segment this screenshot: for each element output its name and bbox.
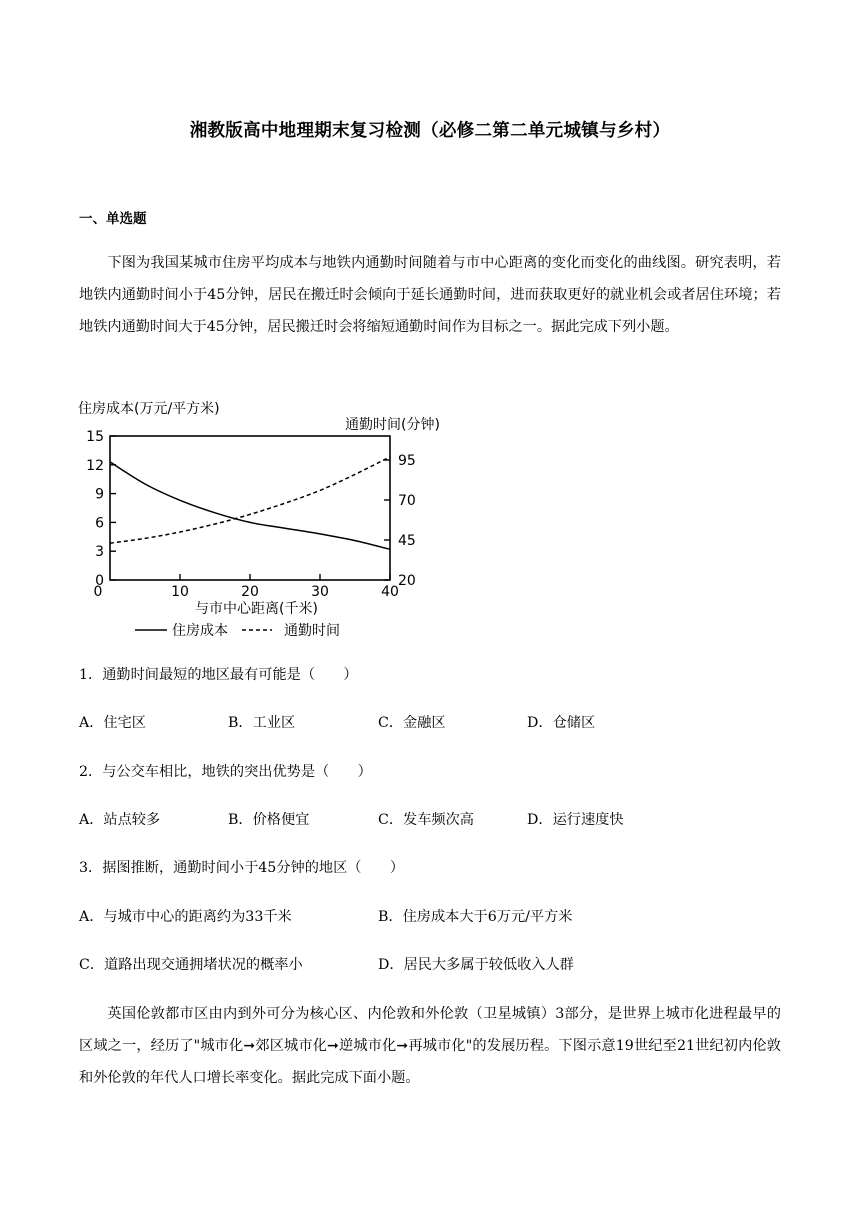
section-heading: 一、单选题	[79, 211, 147, 227]
x-tick-label: 30	[311, 584, 329, 600]
legend-solid-label: 住房成本	[172, 623, 228, 639]
y-left-tick-label: 6	[95, 515, 104, 532]
housing-cost-line	[110, 462, 390, 549]
y-left-tick-label: 0	[95, 573, 104, 589]
y-left-tick-label: 3	[95, 544, 104, 561]
question-3-option-b: B．住房成本大于6万元/平方米	[378, 909, 573, 925]
y-right-tick-label: 95	[398, 453, 416, 469]
question-2-option-d: D．运行速度快	[527, 812, 624, 828]
question-1-option-a: A．住宅区	[79, 715, 146, 731]
y-left-tick-label: 12	[86, 457, 104, 474]
question-1-stem: 1．通勤时间最短的地区最有可能是（ ）	[79, 667, 358, 683]
question-3-option-c: C．道路出现交通拥堵状况的概率小	[79, 957, 303, 973]
question-3-option-a: A．与城市中心的距离约为33千米	[79, 909, 292, 925]
y-left-ticks	[86, 429, 116, 589]
x-axis-label: 与市中心距离(千米)	[195, 601, 318, 617]
housing-commute-chart	[77, 395, 457, 645]
y-right-tick-label: 20	[398, 573, 416, 589]
page-title: 湘教版高中地理期末复习检测（必修二第二单元城镇与乡村）	[189, 121, 671, 141]
question-2-option-a: A．站点较多	[79, 812, 161, 828]
commute-time-line	[110, 457, 390, 543]
legend-dashed-label: 通勤时间	[284, 623, 340, 639]
y-right-axis-label: 通勤时间(分钟)	[345, 417, 440, 433]
y-right-tick-label: 70	[398, 493, 416, 509]
y-right-ticks	[384, 453, 416, 589]
intro-paragraph-1: 下图为我国某城市住房平均成本与地铁内通勤时间随着与市中心距离的变化而变化的曲线图。研究表明，若地铁内通勤时间小于45分钟，居民在搬迁时会倾向于延长通勤时间，进而获取更好的就业机会或者居住环境；若地铁内通勤时间大于45分钟，居民搬迁时会将缩短通勤时间作为目标之一。据此完成下列小题。	[79, 255, 781, 335]
question-3-option-d: D．居民大多属于较低收入人群	[378, 957, 574, 973]
y-right-tick-label: 45	[398, 533, 416, 549]
question-2-option-c: C．发车频次高	[378, 812, 474, 828]
y-left-tick-label: 9	[95, 486, 104, 503]
question-1-option-b: B．工业区	[228, 715, 296, 731]
y-left-tick-label: 15	[86, 429, 104, 445]
y-left-axis-label: 住房成本(万元/平方米)	[78, 401, 220, 417]
plot-frame	[110, 436, 390, 580]
x-tick-label: 40	[381, 584, 399, 600]
intro-paragraph-2: 英国伦敦都市区由内到外可分为核心区、内伦敦和外伦敦（卫星城镇）3部分，是世界上城市化进程最早的区域之一，经历了"城市化➞郊区城市化➞逆城市化➞再城市化"的发展历程。下图示意19世纪至21世纪初内伦敦和外伦敦的年代人口增长率变化。据此完成下面小题。	[79, 1006, 781, 1086]
x-tick-label: 20	[241, 584, 259, 600]
question-2-option-b: B．价格便宜	[228, 812, 310, 828]
series-layer	[110, 457, 390, 550]
x-ticks	[94, 574, 399, 600]
question-2-stem: 2．与公交车相比，地铁的突出优势是（ ）	[79, 764, 372, 780]
question-1-option-c: C．金融区	[378, 715, 446, 731]
x-tick-label: 10	[171, 584, 189, 600]
question-1-option-d: D．仓储区	[527, 715, 596, 731]
question-3-stem: 3．据图推断，通勤时间小于45分钟的地区（ ）	[79, 860, 405, 876]
x-origin-label: 0	[93, 584, 103, 600]
